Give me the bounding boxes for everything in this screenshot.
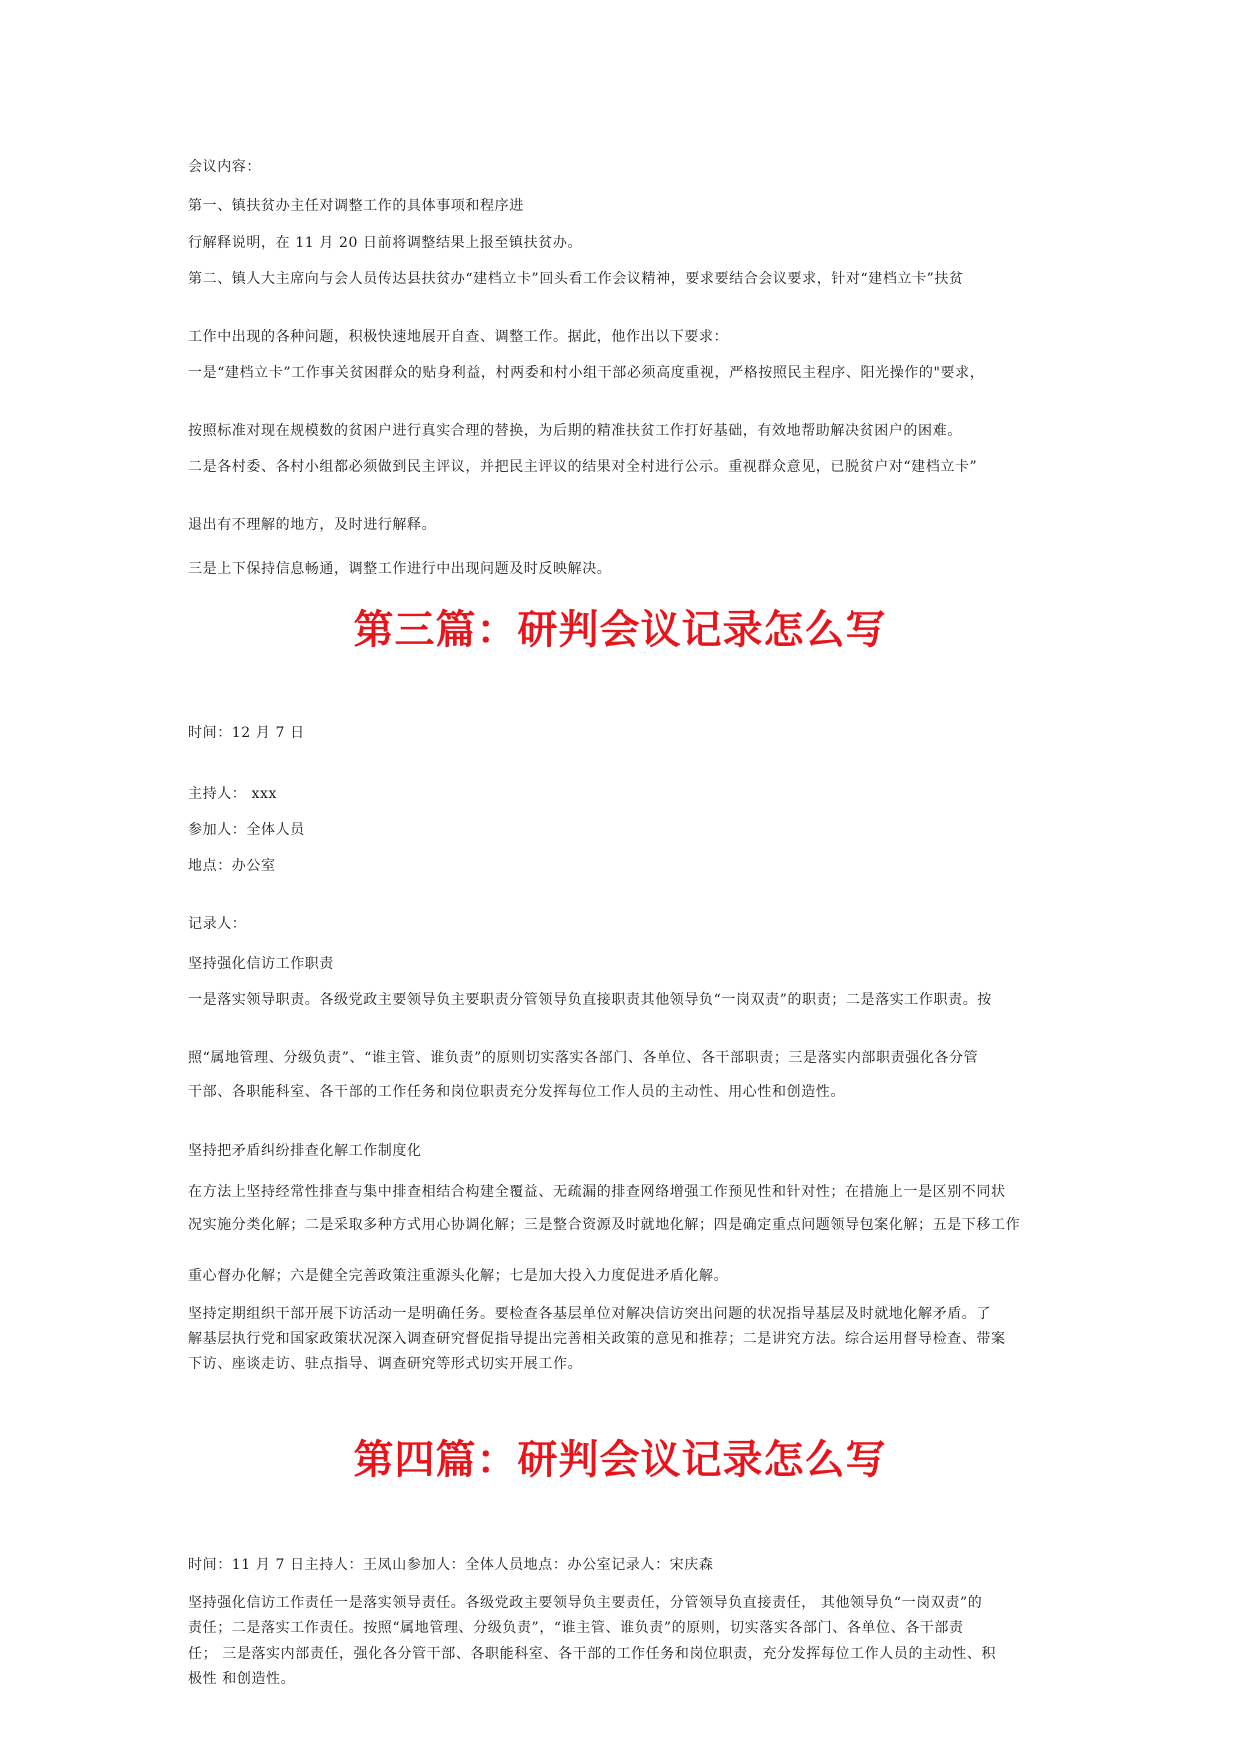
paragraph-line: 坚持强化信访工作责任一是落实领导责任。各级党政主要领导负主要责任，分管领导负直接责任， 其他领导负“一岗双责”的 bbox=[188, 1595, 983, 1611]
paragraph-line: 况实施分类化解；二是采取多种方式用心协调化解；三是整合资源及时就地化解；四是确定重点问题领导包案化解；五是下移工作 bbox=[188, 1217, 1021, 1233]
section-heading: 第四篇：研判会议记录怎么写 bbox=[353, 1437, 887, 1483]
paragraph-line: 照“属地管理、分级负责”、“谁主管、谁负责”的原则切实落实各部门、各单位、各干部职责；三是落实内部职责强化各分管 bbox=[188, 1050, 979, 1066]
paragraph-line: 重心督办化解；六是健全完善政策注重源头化解；七是加大投入力度促进矛盾化解。 bbox=[188, 1268, 729, 1284]
paragraph-line: 在方法上坚持经常性排查与集中排查相结合构建全覆益、无疏漏的排查网络增强工作预见性和针对性；在措施上一是区别不同状 bbox=[188, 1184, 1006, 1200]
paragraph-line: 责任；二是落实工作责任。按照“属地管理、分级负责”，“谁主管、谁负责”的原则，切实落实各部门、各单位、各干部责 bbox=[188, 1620, 964, 1636]
meeting-meta: 时间：11 月 7 日主持人：王凤山参加人：全体人员地点：办公室记录人：宋庆森 bbox=[188, 1557, 714, 1573]
paragraph-line: 极性 和创造性。 bbox=[188, 1671, 296, 1687]
paragraph-line: 退出有不理解的地方，及时进行解释。 bbox=[188, 517, 437, 533]
meeting-host: 主持人： xxx bbox=[188, 786, 277, 802]
paragraph-line: 下访、座谈走访、驻点指导、调查研究等形式切实开展工作。 bbox=[188, 1356, 583, 1372]
meeting-participants: 参加人：全体人员 bbox=[188, 822, 305, 838]
paragraph-line: 任； 三是落实内部责任，强化各分管干部、各职能科室、各干部的工作任务和岗位职责，充分发挥每位工作人员的主动性、积 bbox=[188, 1646, 997, 1662]
paragraph-line: 按照标准对现在规模数的贫困户进行真实合理的替换，为后期的精准扶贫工作打好基础，有效地帮助解决贫困户的困难。 bbox=[188, 423, 962, 439]
paragraph-line: 行解释说明，在 11 月 20 日前将调整结果上报至镇扶贫办。 bbox=[188, 235, 583, 251]
meeting-location: 地点：办公室 bbox=[188, 858, 276, 874]
meeting-content-label: 会议内容： bbox=[188, 159, 261, 175]
paragraph-line: 第一、镇扶贫办主任对调整工作的具体事项和程序进 bbox=[188, 198, 524, 214]
paragraph-line: 干部、各职能科室、各干部的工作任务和岗位职责充分发挥每位工作人员的主动性、用心性和创造性。 bbox=[188, 1084, 845, 1100]
paragraph-line: 二是各村委、各村小组都必须做到民主评议，并把民主评议的结果对全村进行公示。重视群众意见，已脱贫户对“建档立卡” bbox=[188, 459, 978, 475]
paragraph-line: 工作中出现的各种问题，积极快速地展开自查、调整工作。据此，他作出以下要求： bbox=[188, 329, 729, 345]
subheading: 坚持把矛盾纠纷排查化解工作制度化 bbox=[188, 1143, 422, 1159]
paragraph-line: 三是上下保持信息畅通，调整工作进行中出现问题及时反映解决。 bbox=[188, 561, 612, 577]
paragraph-line: 解基层执行党和国家政策状况深入调查研究督促指导提出完善相关政策的意见和推荐；二是讲究方法。综合运用督导检查、带案 bbox=[188, 1331, 1006, 1347]
paragraph-line: 第二、镇人大主席向与会人员传达县扶贫办“建档立卡”回头看工作会议精神，要求要结合会议要求，针对“建档立卡”扶贫 bbox=[188, 271, 964, 287]
paragraph-line: 坚持定期组织干部开展下访活动一是明确任务。要检查各基层单位对解决信访突出问题的状况指导基层及时就地化解矛盾。了 bbox=[188, 1306, 991, 1322]
paragraph-line: 一是“建档立卡”工作事关贫困群众的贴身利益，村两委和村小组干部必须高度重视，严格按照民主程序、阳光操作的"要求， bbox=[188, 365, 985, 381]
paragraph-line: 一是落实领导职责。各级党政主要领导负主要职责分管领导负直接职责其他领导负“一岗双责”的职责；二是落实工作职责。按 bbox=[188, 992, 992, 1008]
meeting-recorder: 记录人： bbox=[188, 916, 247, 932]
section-heading: 第三篇：研判会议记录怎么写 bbox=[353, 607, 887, 653]
meeting-time: 时间：12 月 7 日 bbox=[188, 725, 305, 741]
subheading: 坚持强化信访工作职责 bbox=[188, 956, 334, 972]
